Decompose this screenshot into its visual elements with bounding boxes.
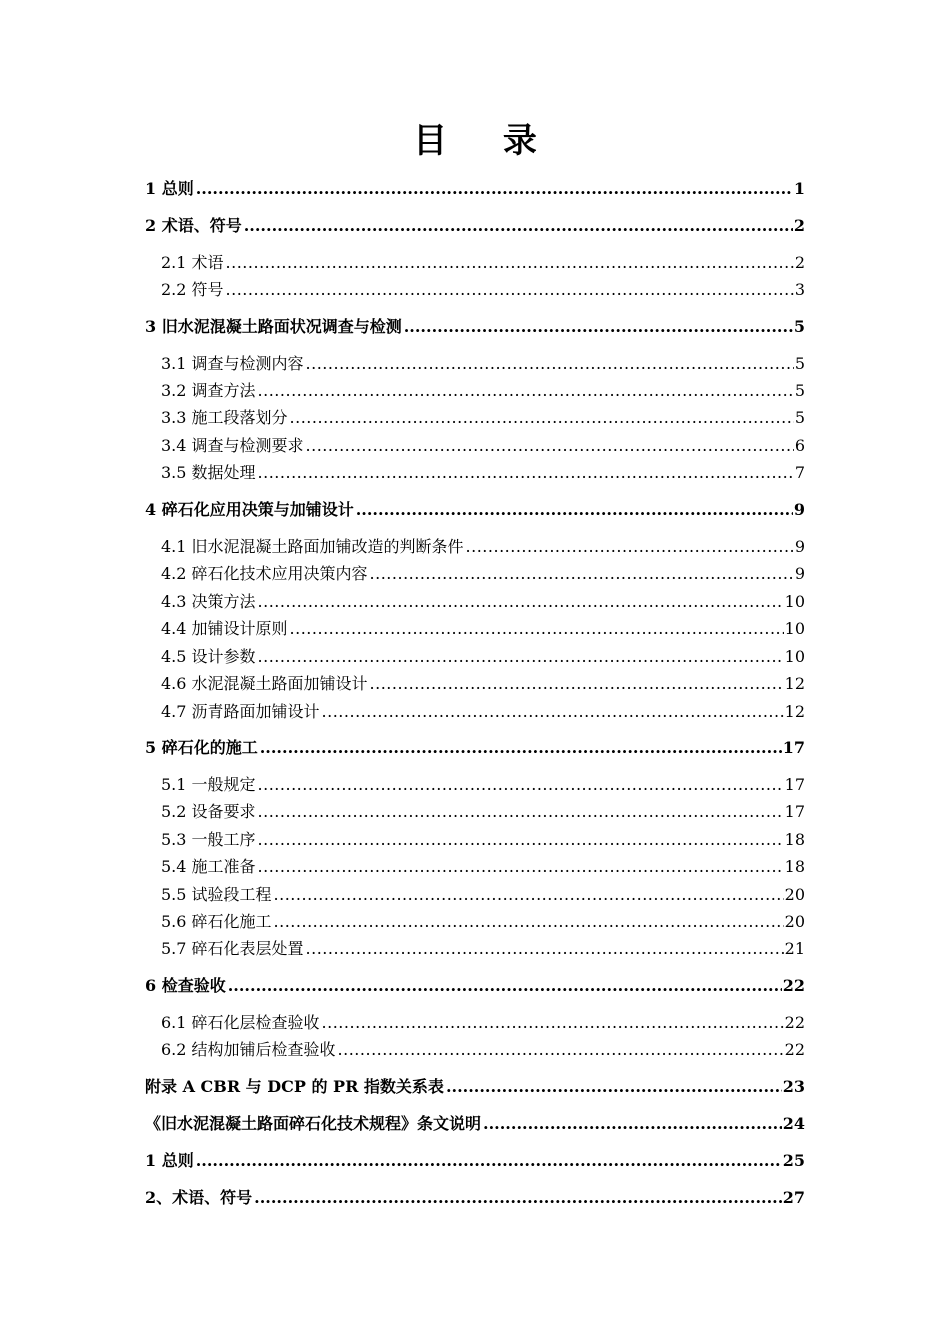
toc-entry-text: 6 检查验收: [145, 976, 226, 995]
toc-entry-text: 4.6 水泥混凝土路面加铺设计: [161, 674, 368, 693]
toc-page-number: 5: [794, 354, 805, 373]
toc-entry-text: 2.2 符号: [161, 280, 224, 299]
toc-page-number: 3: [794, 280, 805, 299]
toc-entry-text: 4.1 旧水泥混凝土路面加铺改造的判断条件: [161, 537, 464, 556]
toc-page-number: 2: [794, 253, 805, 272]
toc-dot-leader: [196, 1150, 782, 1172]
toc-dot-leader: [258, 380, 794, 402]
toc-page-number: 24: [782, 1114, 805, 1133]
toc-entry-6-2[interactable]: [161, 1039, 805, 1061]
toc-entry-6[interactable]: [145, 975, 805, 997]
toc-entry-text: 5.5 试验段工程: [161, 885, 272, 904]
toc-dot-leader: [258, 591, 784, 613]
toc-entry-text: 5.1 一般规定: [161, 775, 256, 794]
toc-page-number: 20: [784, 912, 805, 931]
toc-page-number: 1: [793, 179, 805, 198]
toc-page-number: 22: [782, 976, 805, 995]
toc-dot-leader: [322, 1012, 784, 1034]
toc-page-number: 18: [784, 857, 805, 876]
toc-entry-text: 4.7 沥青路面加铺设计: [161, 702, 320, 721]
toc-dot-leader: [466, 536, 794, 558]
toc-page-number: 23: [782, 1077, 805, 1096]
toc-entry-4-2[interactable]: [161, 563, 805, 585]
toc-dot-leader: [370, 563, 794, 585]
toc-entry-text: 1 总则: [145, 179, 194, 198]
toc-entry-text: 4.2 碎石化技术应用决策内容: [161, 564, 368, 583]
toc-entry-text: 附录 A CBR 与 DCP 的 PR 指数关系表: [145, 1077, 444, 1096]
toc-dot-leader: [274, 911, 784, 933]
toc-dot-leader: [258, 829, 784, 851]
toc-dot-leader: [228, 975, 782, 997]
toc-entry-5-6[interactable]: [161, 911, 805, 933]
toc-entry-text: 5.2 设备要求: [161, 802, 256, 821]
toc-dot-leader: [258, 774, 784, 796]
toc-entry-3-5[interactable]: [161, 462, 805, 484]
toc-entry-explanation-1[interactable]: [145, 1150, 805, 1172]
toc-entry-text: 4.4 加铺设计原则: [161, 619, 288, 638]
toc-entry-2[interactable]: [145, 215, 805, 237]
toc-entry-5[interactable]: [145, 737, 805, 759]
toc-entry-text: 1 总则: [145, 1151, 194, 1170]
toc-entry-text: 5.3 一般工序: [161, 830, 256, 849]
toc-entry-text: 3.4 调查与检测要求: [161, 436, 304, 455]
toc-page-number: 22: [784, 1040, 805, 1059]
toc-entry-text: 5 碎石化的施工: [145, 738, 258, 757]
toc-entry-4-4[interactable]: [161, 618, 805, 640]
toc-entry-text: 4.5 设计参数: [161, 647, 256, 666]
toc-entry-text: 4 碎石化应用决策与加铺设计: [145, 500, 354, 519]
toc-entry-explanation[interactable]: [145, 1113, 805, 1135]
toc-entry-5-5[interactable]: [161, 884, 805, 906]
toc-entry-text: 3.5 数据处理: [161, 463, 256, 482]
toc-entry-text: 6.1 碎石化层检查验收: [161, 1013, 320, 1032]
toc-page-number: 9: [794, 537, 805, 556]
toc-entry-4[interactable]: [145, 499, 805, 521]
toc-entry-2-2[interactable]: [161, 279, 805, 301]
table-of-contents: [145, 0, 805, 1344]
toc-entry-text: 3.2 调查方法: [161, 381, 256, 400]
toc-dot-leader: [258, 856, 784, 878]
toc-entry-5-1[interactable]: [161, 774, 805, 796]
toc-entry-4-1[interactable]: [161, 536, 805, 558]
toc-dot-leader: [483, 1113, 782, 1135]
toc-page-number: 5: [793, 317, 805, 336]
toc-page-number: 12: [784, 674, 805, 693]
toc-dot-leader: [322, 701, 784, 723]
toc-dot-leader: [258, 801, 784, 823]
toc-dot-leader: [290, 618, 784, 640]
toc-page-number: 18: [784, 830, 805, 849]
toc-dot-leader: [338, 1039, 784, 1061]
toc-dot-leader: [258, 646, 784, 668]
toc-entry-text: 3 旧水泥混凝土路面状况调查与检测: [145, 317, 402, 336]
toc-page-number: 6: [794, 436, 805, 455]
toc-entry-text: 3.3 施工段落划分: [161, 408, 288, 427]
toc-entry-6-1[interactable]: [161, 1012, 805, 1034]
toc-page-number: 5: [794, 408, 805, 427]
toc-dot-leader: [196, 178, 793, 200]
toc-entry-5-3[interactable]: [161, 829, 805, 851]
toc-page-number: 25: [782, 1151, 805, 1170]
toc-dot-leader: [306, 938, 784, 960]
toc-dot-leader: [254, 1187, 782, 1209]
toc-page-number: 17: [782, 738, 805, 757]
toc-entry-3-2[interactable]: [161, 380, 805, 402]
toc-dot-leader: [226, 279, 794, 301]
toc-entry-text: 5.6 碎石化施工: [161, 912, 272, 931]
toc-page-number: 12: [784, 702, 805, 721]
toc-dot-leader: [290, 407, 794, 429]
toc-entry-text: 5.4 施工准备: [161, 857, 256, 876]
toc-page-number: 10: [784, 647, 805, 666]
toc-entry-text: 2.1 术语: [161, 253, 224, 272]
toc-dot-leader: [356, 499, 793, 521]
toc-page-number: 9: [793, 500, 805, 519]
toc-page-number: 27: [782, 1188, 805, 1207]
toc-entry-text: 3.1 调查与检测内容: [161, 354, 304, 373]
toc-dot-leader: [260, 737, 782, 759]
toc-entry-text: 6.2 结构加铺后检查验收: [161, 1040, 336, 1059]
toc-entry-4-3[interactable]: [161, 591, 805, 613]
toc-entry-4-7[interactable]: [161, 701, 805, 723]
toc-page-number: 10: [784, 592, 805, 611]
toc-dot-leader: [446, 1076, 782, 1098]
toc-entry-5-4[interactable]: [161, 856, 805, 878]
toc-dot-leader: [306, 435, 794, 457]
toc-entry-text: 《旧水泥混凝土路面碎石化技术规程》条文说明: [145, 1114, 482, 1133]
toc-entry-5-2[interactable]: [161, 801, 805, 823]
toc-page-number: 10: [784, 619, 805, 638]
toc-entry-text: 4.3 决策方法: [161, 592, 256, 611]
toc-dot-leader: [404, 316, 793, 338]
toc-entry-appendix-a[interactable]: [145, 1076, 805, 1098]
page-title: 目 录: [413, 121, 559, 161]
toc-page-number: 5: [794, 381, 805, 400]
toc-entry-text: 2、术语、符号: [145, 1188, 253, 1207]
toc-entry-text: 2 术语、符号: [145, 216, 242, 235]
toc-page-number: 2: [793, 216, 805, 235]
toc-entry-1[interactable]: [145, 178, 805, 200]
toc-page-number: 20: [784, 885, 805, 904]
toc-entry-explanation-2[interactable]: [145, 1187, 805, 1209]
toc-dot-leader: [258, 462, 794, 484]
toc-page-number: 17: [784, 775, 805, 794]
toc-entry-4-6[interactable]: [161, 673, 805, 695]
toc-entry-2-1[interactable]: [161, 252, 805, 274]
toc-dot-leader: [244, 215, 793, 237]
toc-dot-leader: [226, 252, 794, 274]
toc-entry-3-3[interactable]: [161, 407, 805, 429]
toc-page-number: 17: [784, 802, 805, 821]
toc-dot-leader: [274, 884, 784, 906]
toc-entry-3-1[interactable]: [161, 353, 805, 375]
toc-entry-3-4[interactable]: [161, 435, 805, 457]
toc-dot-leader: [306, 353, 794, 375]
toc-page-number: 22: [784, 1013, 805, 1032]
toc-dot-leader: [370, 673, 784, 695]
toc-entry-text: 5.7 碎石化表层处置: [161, 939, 304, 958]
toc-entry-4-5[interactable]: [161, 646, 805, 668]
toc-entry-3[interactable]: [145, 316, 805, 338]
toc-page-number: 7: [794, 463, 805, 482]
toc-page-number: 9: [794, 564, 805, 583]
toc-entry-5-7[interactable]: [161, 938, 805, 960]
toc-page-number: 21: [784, 939, 805, 958]
